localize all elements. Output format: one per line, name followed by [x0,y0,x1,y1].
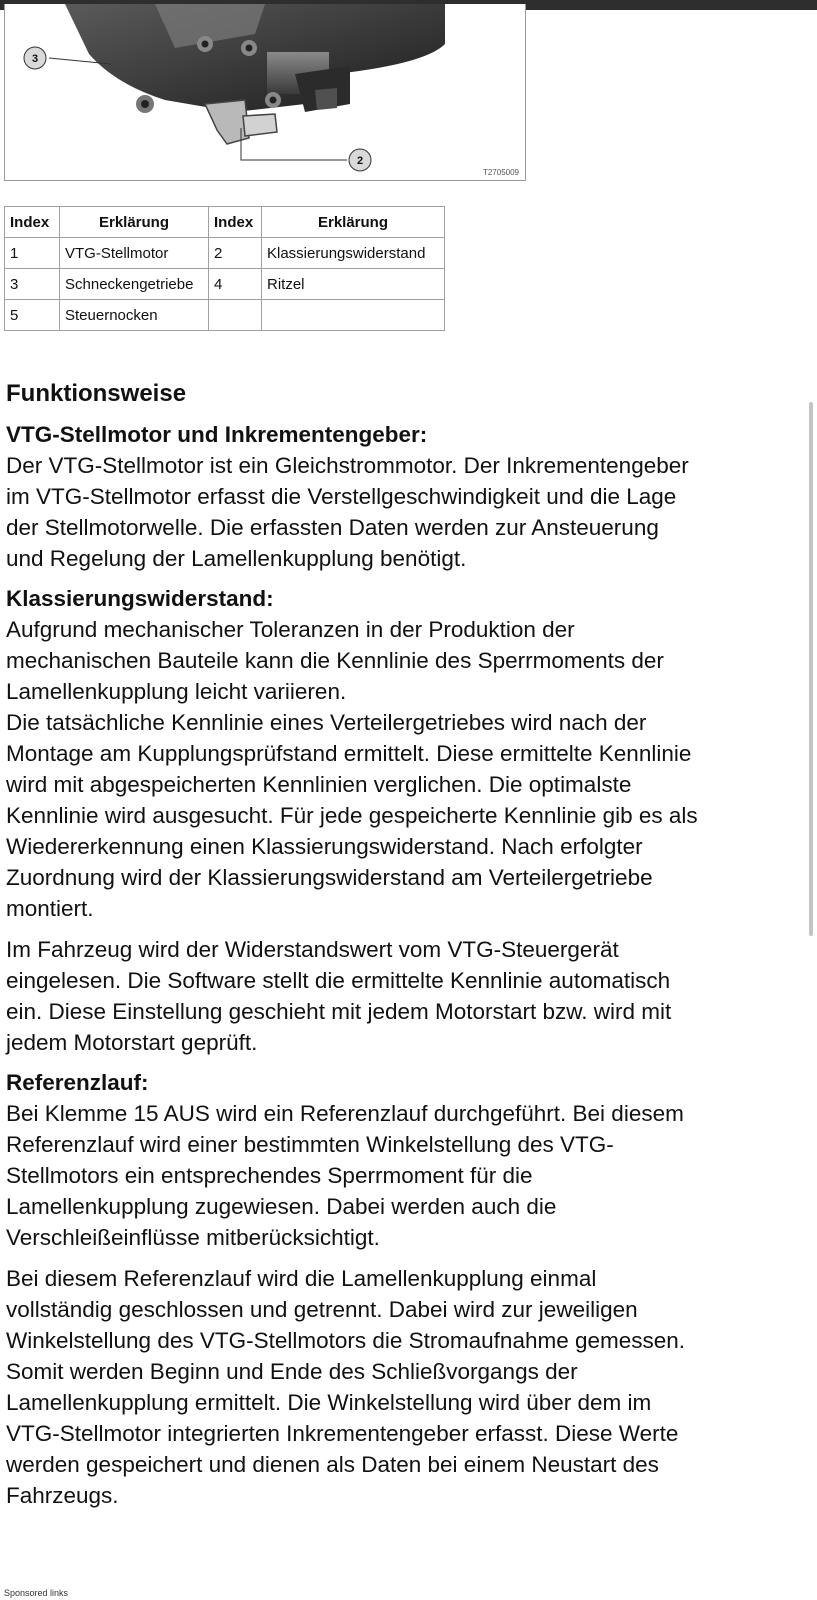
sponsored-links-label: Sponsored links [4,1588,69,1598]
svg-text:3: 3 [31,53,39,65]
text-line: Bei Klemme 15 AUS wird ein Referenzlauf durchgeführt. Bei diesem [6,1101,684,1126]
table-row [5,238,445,269]
scrollbar[interactable] [809,402,813,936]
text-line: Lamellenkupplung zugewiesen. Dabei werden auch die [6,1194,557,1219]
table-row [5,300,445,331]
text-line: ein. Diese Einstellung geschieht mit jedem Motorstart bzw. wird mit [6,999,672,1024]
callout-2 [349,149,371,171]
text-line: werden gespeichert und dienen als Daten bei einem Neustart des [6,1452,659,1477]
legend-header-row [5,207,445,238]
table-cell [209,300,262,331]
text-line: Fahrzeugs. [6,1483,119,1508]
text-line: Montage am Kupplungsprüfstand ermittelt. Diese ermittelte Kennlinie [6,741,692,766]
text-line: Die tatsächliche Kennlinie eines Verteilergetriebes wird nach der [6,710,647,735]
subsection-title-klassierungswiderstand: Klassierungswiderstand: [6,586,274,611]
text-line: Kennlinie wird ausgesucht. Für jede gespeicherte Kennlinie gib es als [6,803,698,828]
table-row [5,269,445,300]
text-line: Verschleißeinflüsse mitberücksichtigt. [6,1225,380,1250]
text-line: Zuordnung wird der Klassierungswiderstand am Verteilergetriebe [6,865,653,890]
legend-header-index-2: Index [209,207,262,238]
table-cell: 2 [209,238,262,269]
legend-table [4,206,445,331]
table-cell: Steuernocken [60,300,209,331]
svg-text:2: 2 [356,155,364,167]
text-line: Winkelstellung des VTG-Stellmotors die Stromaufnahme gemessen. [6,1328,686,1353]
article-body [6,380,812,1511]
table-cell: Ritzel [262,269,445,300]
text-line: der Stellmotorwelle. Die erfassten Daten werden zur Ansteuerung [6,515,659,540]
text-line: Lamellenkupplung ermittelt. Die Winkelstellung wird über dem im [6,1390,652,1415]
text-line: und Regelung der Lamellenkupplung benötigt. [6,546,467,571]
text-line: wird mit abgespeicherten Kennlinien verglichen. Die optimalste [6,772,632,797]
legend-header-explanation: Erklärung [60,207,209,238]
text-line: Der VTG-Stellmotor ist ein Gleichstrommotor. Der Inkrementengeber [6,453,689,478]
text-line: mechanischen Bauteile kann die Kennlinie des Sperrmoments der [6,648,664,673]
text-line: Aufgrund mechanischer Toleranzen in der Produktion der [6,617,575,642]
text-line: Stellmotors ein entsprechendes Sperrmoment für die [6,1163,533,1188]
legend-header-index: Index [5,207,60,238]
table-cell: VTG-Stellmotor [60,238,209,269]
text-line: im VTG-Stellmotor erfasst die Verstellgeschwindigkeit und die Lage [6,484,677,509]
text-line: eingelesen. Die Software stellt die ermittelte Kennlinie automatisch [6,968,671,993]
figure-id-label: T2705009 [482,168,519,177]
component-figure [4,4,526,181]
subsection-title-stellmotor: VTG-Stellmotor und Inkrementengeber: [6,422,428,447]
table-cell: 1 [5,238,60,269]
text-line: Lamellenkupplung leicht variieren. [6,679,347,704]
actuator-illustration [5,4,525,180]
section-heading: Funktionsweise [6,380,187,407]
table-cell [262,300,445,331]
legend-header-explanation-2: Erklärung [262,207,445,238]
callout-3 [24,47,46,69]
table-cell: 3 [5,269,60,300]
text-line: Referenzlauf wird einer bestimmten Winkelstellung des VTG- [6,1132,614,1157]
text-line: vollständig geschlossen und getrennt. Dabei wird zur jeweiligen [6,1297,638,1322]
table-cell: Schneckengetriebe [60,269,209,300]
text-line: Bei diesem Referenzlauf wird die Lamellenkupplung einmal [6,1266,597,1291]
table-cell: 5 [5,300,60,331]
text-line: Wiedererkennung einen Klassierungswiderstand. Nach erfolgter [6,834,643,859]
text-line: montiert. [6,896,94,921]
text-line: Im Fahrzeug wird der Widerstandswert vom VTG-Steuergerät [6,937,619,962]
table-cell: Klassierungswiderstand [262,238,445,269]
table-cell: 4 [209,269,262,300]
text-line: Somit werden Beginn und Ende des Schließvorgangs der [6,1359,578,1384]
text-line: VTG-Stellmotor integrierten Inkrementengeber erfasst. Diese Werte [6,1421,679,1446]
text-line: jedem Motorstart geprüft. [6,1030,258,1055]
subsection-title-referenzlauf: Referenzlauf: [6,1070,149,1095]
